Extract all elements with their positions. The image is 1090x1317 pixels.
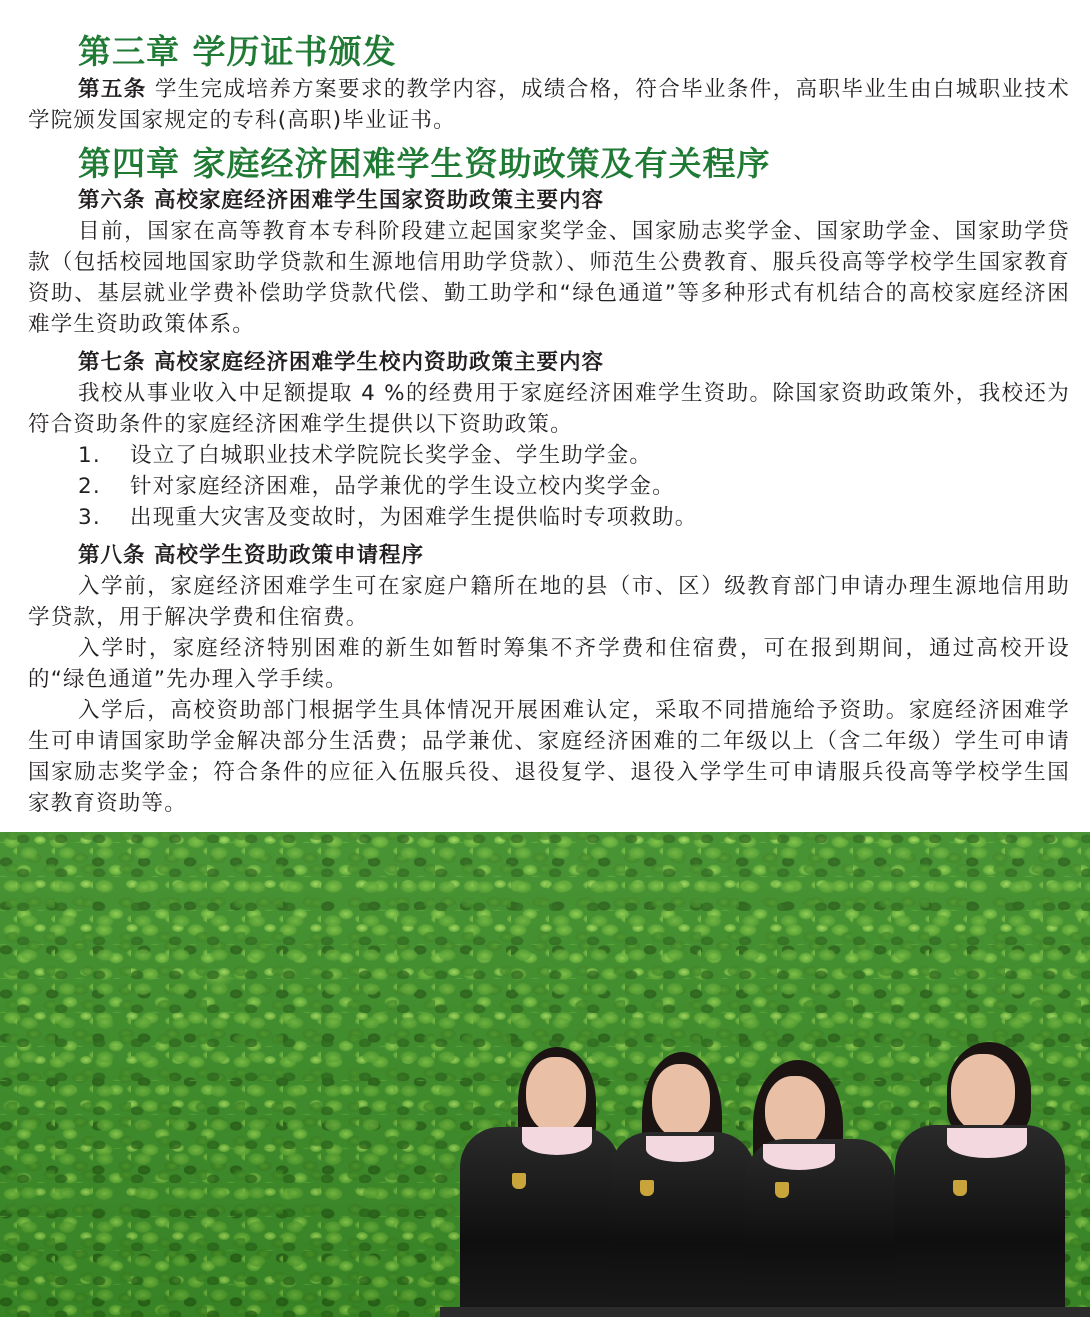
list-item: [78, 502, 1070, 533]
list-item-text: 出现重大灾害及变故时，为困难学生提供临时专项救助。: [130, 505, 698, 530]
graduate-figure-4: [895, 1042, 1065, 1317]
list-item: [78, 440, 1070, 471]
article-6-heading: 第六条 高校家庭经济困难学生国家资助政策主要内容: [78, 188, 604, 213]
chapter-3-title: 第三章 学历证书颁发: [78, 32, 397, 71]
article-5-text: 学生完成培养方案要求的教学内容，成绩合格，符合毕业条件，高职毕业生由白城职业技术学院颁发国家规定的专科(高职)毕业证书。: [28, 77, 1070, 133]
graduate-figure-2: [610, 1052, 755, 1317]
graduate-figure-1: [460, 1047, 620, 1317]
chapter-4-title: 第四章 家庭经济困难学生资助政策及有关程序: [78, 144, 771, 183]
document-body: [28, 30, 1070, 819]
article-7-paragraph: 我校从事业收入中足额提取 4 %的经费用于家庭经济困难学生资助。除国家资助政策外，我校还为符合资助条件的家庭经济困难学生提供以下资助政策。: [28, 381, 1070, 437]
article-7-list: [28, 440, 1070, 533]
graduate-figure-3: [745, 1060, 895, 1317]
article-7-heading: 第七条 高校家庭经济困难学生校内资助政策主要内容: [78, 350, 604, 375]
list-item-number: 3.: [78, 505, 101, 530]
article-8-paragraph-3: 入学后，高校资助部门根据学生具体情况开展困难认定，采取不同措施给予资助。家庭经济困难学生可申请国家助学金解决部分生活费；品学兼优、家庭经济困难的二年级以上（含二年级）学生可申请国家励志奖学金；符合条件的应征入伍服兵役、退役复学、退役入学学生可申请服兵役高等学校学生国家教育资助等。: [28, 698, 1070, 816]
article-8-heading: 第八条 高校学生资助政策申请程序: [78, 543, 424, 568]
list-item: [78, 471, 1070, 502]
list-item-number: 1.: [78, 443, 101, 468]
list-item-text: 设立了白城职业技术学院院长奖学金、学生助学金。: [130, 443, 653, 468]
list-item-number: 2.: [78, 474, 101, 499]
article-5-paragraph: [28, 74, 1070, 136]
article-6-paragraph: 目前，国家在高等教育本专科阶段建立起国家奖学金、国家励志奖学金、国家助学金、国家助学贷款（包括校园地国家助学贷款和生源地信用助学贷款）、师范生公费教育、服兵役高等学校学生国家教育资助、基层就业学费补偿助学贷款代偿、勤工助学和“绿色通道”等多种形式有机结合的高校家庭经济困难学生资助政策体系。: [28, 219, 1070, 337]
article-5-label: 第五条: [78, 77, 147, 102]
list-item-text: 针对家庭经济困难，品学兼优的学生设立校内奖学金。: [130, 474, 675, 499]
article-8-paragraph-2: 入学时，家庭经济特别困难的新生如暂时筹集不齐学费和住宿费，可在报到期间，通过高校开设的“绿色通道”先办理入学手续。: [28, 636, 1070, 692]
graduates-ivy-wall-photo: [0, 832, 1090, 1317]
article-8-paragraph-1: 入学前，家庭经济困难学生可在家庭户籍所在地的县（市、区）级教育部门申请办理生源地信用助学贷款，用于解决学费和住宿费。: [28, 574, 1070, 630]
bench: [440, 1307, 1090, 1317]
